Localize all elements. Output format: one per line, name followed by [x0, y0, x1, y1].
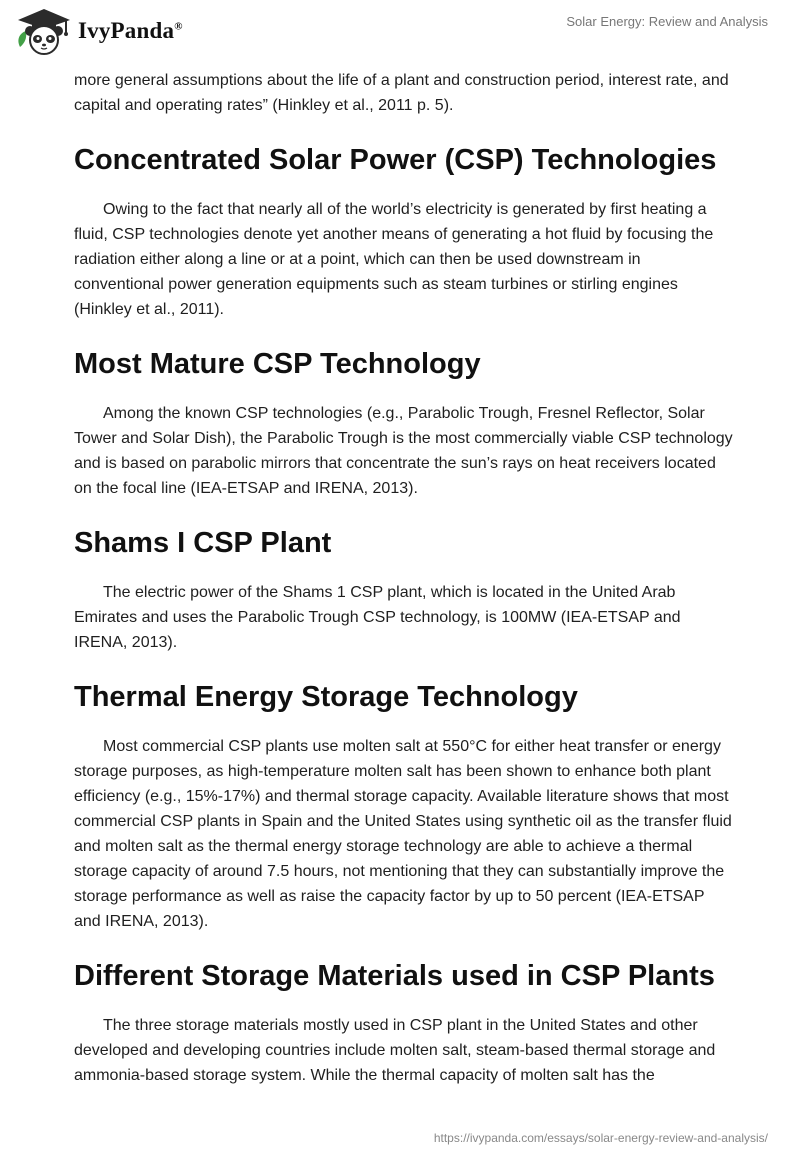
page-header	[0, 0, 800, 66]
section-heading-csp-technologies: Concentrated Solar Power (CSP) Technologies	[74, 144, 717, 176]
section-heading-shams: Shams I CSP Plant	[74, 527, 332, 559]
section-paragraph-thermal-storage: Most commercial CSP plants use molten salt at 550°C for either heat transfer or energy storage purposes, as high-temperature molten salt has been shown to enhance both plant efficiency (e.g., 15%-17%) and thermal storage capacity. Available literature shows that most commercial CSP plants in Spain and the United States using synthetic oil as the transfer fluid and molten salt as the thermal energy storage technology are able to achieve a thermal storage capacity of around 7.5 hours, not mentioning that they can substantially improve the storage performance as well as raise the capacity factor by up to 50 percent (IEA-ETSAP and IRENA, 2013).	[74, 738, 732, 930]
panda-mascot-icon	[14, 7, 74, 57]
section-heading-thermal-storage: Thermal Energy Storage Technology	[74, 681, 578, 713]
section-paragraph-most-mature: Among the known CSP technologies (e.g., Parabolic Trough, Fresnel Reflector, Solar Tower and Solar Dish), the Parabolic Trough is the most commercially viable CSP technology and is based on parabolic mirrors that concentrate the sun’s rays on heat receivers located on the focal line (IEA-ETSAP and IRENA, 2013).	[74, 405, 733, 497]
section-heading-most-mature: Most Mature CSP Technology	[74, 348, 481, 380]
section-paragraph-shams: The electric power of the Shams 1 CSP plant, which is located in the United Arab Emirates and uses the Parabolic Trough CSP technology, is 100MW (IEA-ETSAP and IRENA, 2013).	[74, 584, 681, 651]
source-url-link[interactable]: https://ivypanda.com/essays/solar-energy-review-and-analysis/	[433, 1131, 768, 1145]
section-heading-storage-materials: Different Storage Materials used in CSP Plants	[74, 960, 715, 992]
section-paragraph-csp-technologies: Owing to the fact that nearly all of the world’s electricity is generated by first heating a fluid, CSP technologies denote yet another means of generating a hot fluid by focusing the radiation either along a line or at a point, which can then be used downstream in conventional power generation equipments such as steam turbines or stirling engines (Hinkley et al., 2011).	[74, 201, 714, 318]
essay-content	[74, 68, 734, 1088]
section-paragraph-storage-materials: The three storage materials mostly used in CSP plant in the United States and other developed and developing countries include molten salt, steam-based thermal storage and ammonia-based storage system. While the thermal capacity of molten salt has the	[74, 1017, 716, 1084]
brand-name: IvyPanda®	[78, 18, 183, 43]
intro-paragraph: more general assumptions about the life of a plant and construction period, interest rate, and capital and operating rates” (Hinkley et al., 2011 p. 5).	[74, 72, 729, 114]
document-title: Solar Energy: Review and Analysis	[566, 14, 768, 29]
ivypanda-logo[interactable]	[14, 7, 204, 57]
